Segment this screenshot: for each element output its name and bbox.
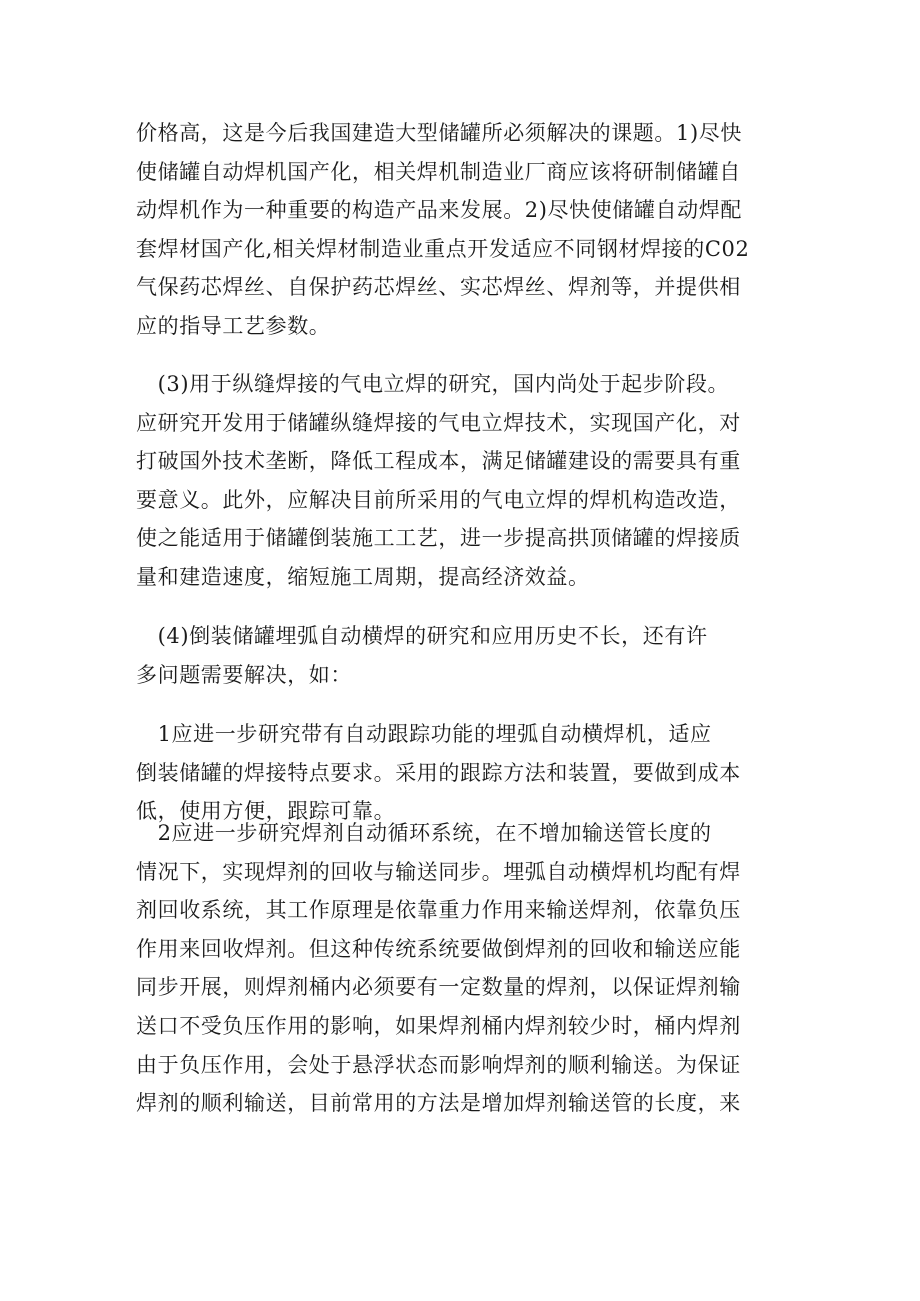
text-line: 应研究开发用于储罐纵缝焊接的气电立焊技术，实现国产化，对 bbox=[136, 410, 741, 435]
text-line: 价格高，这是今后我国建造大型储罐所必须解决的课题。1)尽快 bbox=[136, 121, 742, 145]
paragraph-1 bbox=[136, 114, 796, 346]
text-line: 情况下，实现焊剂的回收与输送同步。埋弧自动横焊机均配有焊 bbox=[136, 859, 741, 884]
text-line: 动焊机作为一种重要的构造产品来发展。2)尽快使储罐自动焊配 bbox=[136, 198, 742, 223]
text-line: 1应进一步研究带有自动跟踪功能的埋弧自动横焊机，适应 bbox=[136, 722, 712, 746]
text-line: 使之能适用于储罐倒装施工工艺，进一步提高拱顶储罐的焊接质 bbox=[136, 526, 741, 551]
text-line: 作用来回收焊剂。但这种传统系统要做倒焊剂的回收和输送应能 bbox=[136, 936, 741, 961]
text-line: 低，使用方便，跟踪可靠。 bbox=[136, 799, 396, 824]
text-line: 套焊材国产化,相关焊材制造业重点开发适应不同钢材焊接的C02 bbox=[136, 236, 750, 261]
text-line: 由于负压作用，会处于悬浮状态而影响焊剂的顺利输送。为保证 bbox=[136, 1052, 741, 1077]
text-line: 使储罐自动焊机国产化，相关焊机制造业厂商应该将研制储罐自 bbox=[136, 159, 741, 184]
text-line: (3)用于纵缝焊接的气电立焊的研究，国内尚处于起步阶段。 bbox=[136, 372, 730, 396]
text-line: 2应进一步研究焊剂自动循环系统，在不增加输送管长度的 bbox=[136, 821, 712, 845]
text-line: 气保药芯焊丝、自保护药芯焊丝、实芯焊丝、焊剂等，并提供相 bbox=[136, 275, 741, 300]
paragraph-5 bbox=[136, 814, 796, 1123]
paragraph-3 bbox=[136, 617, 796, 694]
text-line: 应的指导工艺参数。 bbox=[136, 313, 331, 338]
text-line: 焊剂的顺利输送，目前常用的方法是增加焊剂输送管的长度，来 bbox=[136, 1091, 741, 1116]
text-line: 倒装储罐的焊接特点要求。采用的跟踪方法和装置，要做到成本 bbox=[136, 760, 741, 785]
text-line: 同步开展，则焊剂桶内必须要有一定数量的焊剂，以保证焊剂输 bbox=[136, 975, 741, 1000]
paragraph-2 bbox=[136, 365, 796, 597]
text-line: 剂回收系统，其工作原理是依靠重力作用来输送焊剂，依靠负压 bbox=[136, 898, 741, 923]
text-line: 量和建造速度，缩短施工周期，提高经济效益。 bbox=[136, 564, 590, 589]
text-line: 要意义。此外，应解决目前所采用的气电立焊的焊机构造改造， bbox=[136, 487, 741, 512]
text-line: 多问题需要解决，如： bbox=[136, 662, 352, 687]
text-line: 送口不受负压作用的影响，如果焊剂桶内焊剂较少时，桶内焊剂 bbox=[136, 1013, 741, 1038]
text-line: (4)倒装储罐埋弧自动横焊的研究和应用历史不长，还有许 bbox=[136, 624, 708, 648]
text-line: 打破国外技术垄断，降低工程成本，满足储罐建设的需要具有重 bbox=[136, 449, 741, 474]
